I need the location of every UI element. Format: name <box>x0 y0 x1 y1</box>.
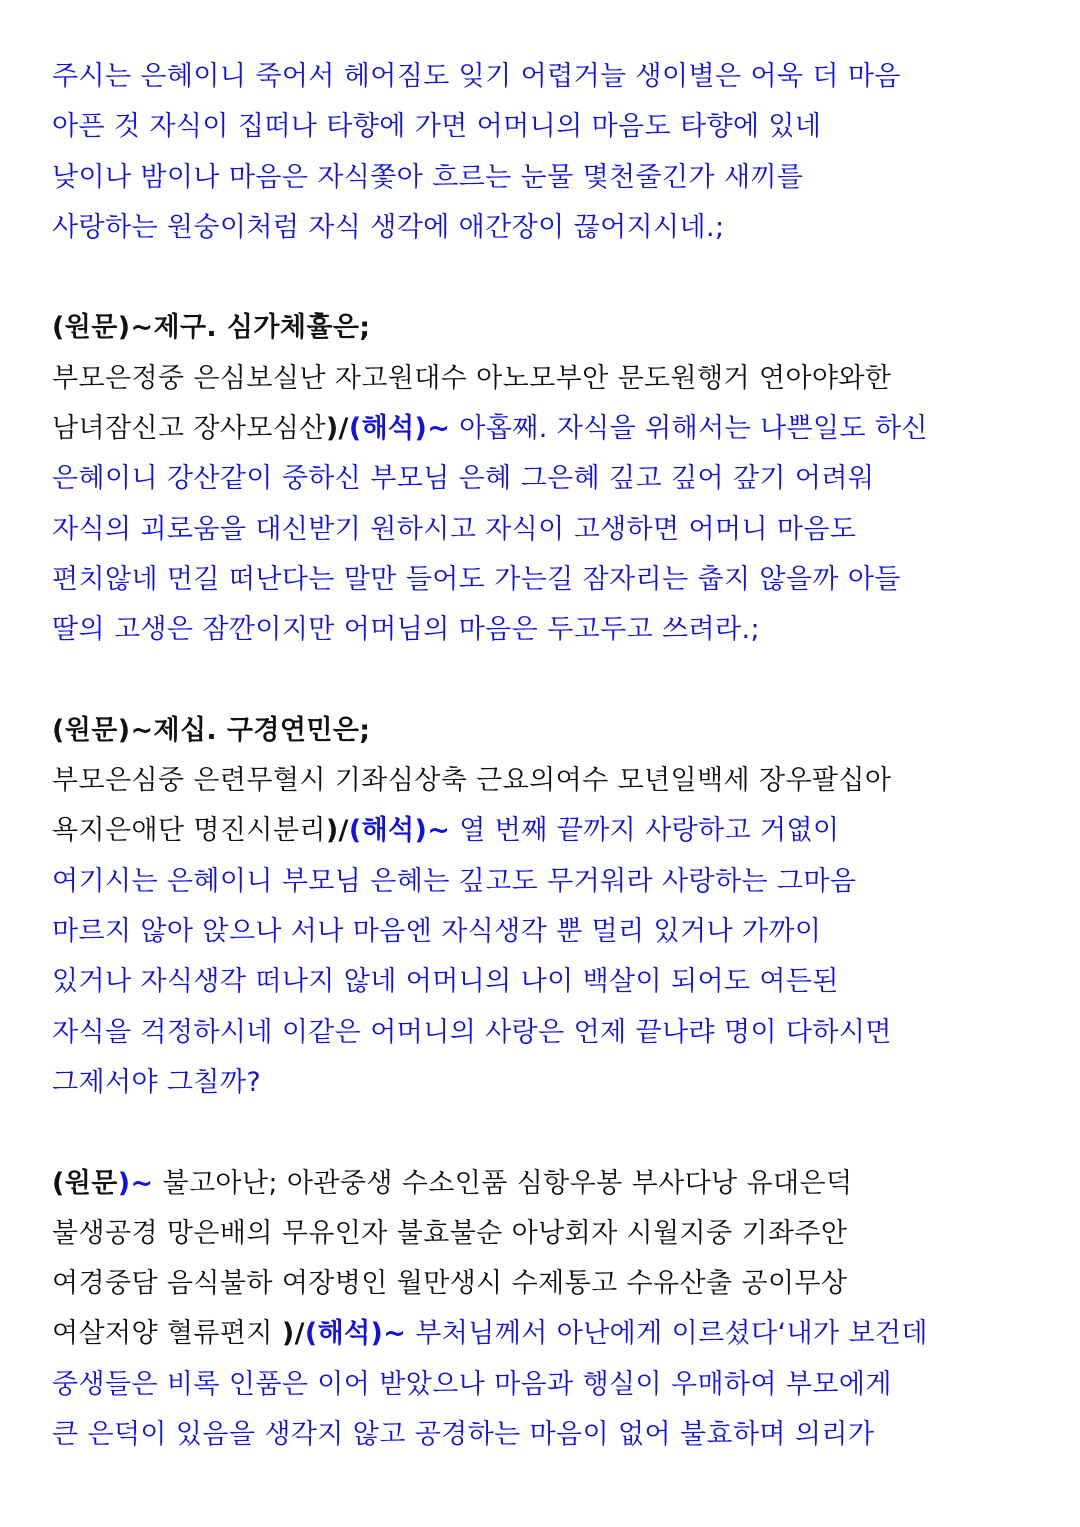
original-text-line: 부모은심중 은련무혈시 기좌심상축 근요의여수 모년일백세 장우팔십아 <box>52 765 892 797</box>
interpretation-line: 그제서야 그칠까? <box>52 1066 262 1098</box>
interpretation-text: 부처님께서 아난에게 이르셨다‘내가 보건데 <box>406 1318 928 1350</box>
interpretation-line: 마르지 않아 앉으나 서나 마음엔 자식생각 뿐 멀리 있거나 가까이 <box>52 916 822 948</box>
interpretation-line: 낮이나 밤이나 마음은 자식쫓아 흐르는 눈물 몇천줄긴가 새끼를 <box>52 161 804 193</box>
original-text: 남녀잠신고 장사모심산 <box>52 413 326 445</box>
original-text-line: 부모은정중 은심보실난 자고원대수 아노모부안 문도원행거 연아야와한 <box>52 362 892 394</box>
interpretation-line: 편치않네 먼길 떠난다는 말만 들어도 가는길 잠자리는 춥지 않을까 아들 <box>52 563 901 595</box>
original-text-line: 여경중담 음식불하 여장병인 월만생시 수제통고 수유산출 공이무상 <box>52 1268 848 1300</box>
interpretation-line: 여기시는 은혜이니 부모님 은혜는 깊고도 무거워라 사랑하는 그마음 <box>52 865 857 897</box>
mixed-line <box>52 1309 1042 1359</box>
section-heading: (원문)~제십. 구경연민은; <box>52 714 371 746</box>
mixed-line <box>52 806 1042 856</box>
interpretation-line: 자식의 괴로움을 대신받기 원하시고 자식이 고생하면 어머니 마음도 <box>52 513 857 545</box>
separator: )/ <box>325 815 349 847</box>
mixed-line <box>52 1159 1042 1209</box>
original-text: 불고아난; 아관중생 수소인품 심항우봉 부사다낭 유대은덕 <box>153 1167 853 1199</box>
interpretation-line: 주시는 은혜이니 죽어서 헤어짐도 잊기 어렵거늘 생이별은 어욱 더 마음 <box>52 61 901 92</box>
interpretation-text: 아홉째. 자식을 위해서는 나쁜일도 하신 <box>450 413 928 445</box>
mixed-line <box>52 404 1042 454</box>
interpretation-line: 딸의 고생은 잠깐이지만 어머님의 마음은 두고두고 쓰려라.; <box>52 614 760 646</box>
interpretation-line: 큰 은덕이 있음을 생각지 않고 공경하는 마음이 없어 불효하며 의리가 <box>52 1419 875 1451</box>
interpretation-label: (해석)~ <box>348 815 451 847</box>
original-text-line: 불생공경 망은배의 무유인자 불효불순 아낭회자 시월지중 기좌주안 <box>52 1217 848 1249</box>
interpretation-label: (해석)~ <box>304 1318 407 1350</box>
separator: )/ <box>325 413 349 445</box>
original-label: (원문 <box>52 1167 118 1199</box>
original-label-suffix: )~ <box>117 1167 154 1199</box>
paragraph-gap <box>52 656 1042 706</box>
interpretation-line: 자식을 걱정하시네 이같은 어머니의 사랑은 언제 끝나랴 명이 다하시면 <box>52 1016 892 1048</box>
separator: )/ <box>281 1318 305 1350</box>
interpretation-line: 중생들은 비록 인품은 이어 받았으나 마음과 행실이 우매하여 부모에게 <box>52 1368 892 1400</box>
original-text: 여살저양 혈류편지 <box>52 1318 282 1350</box>
interpretation-text: 열 번째 끝까지 사랑하고 거엾이 <box>450 815 840 847</box>
paragraph-gap <box>52 1108 1042 1158</box>
original-text: 욕지은애단 명진시분리 <box>52 815 326 847</box>
scripture-page <box>52 52 1042 1460</box>
interpretation-label: (해석)~ <box>348 413 451 445</box>
paragraph-gap <box>52 253 1042 303</box>
interpretation-line: 사랑하는 원숭이처럼 자식 생각에 애간장이 끊어지시네.; <box>52 211 725 243</box>
interpretation-line: 은혜이니 강산같이 중하신 부모님 은혜 그은혜 깊고 깊어 갚기 어려워 <box>52 463 875 495</box>
section-heading: (원문)~제구. 심가체휼은; <box>52 312 371 344</box>
interpretation-line: 아픈 것 자식이 집떠나 타향에 가면 어머니의 마음도 타향에 있네 <box>52 111 822 143</box>
interpretation-line: 있거나 자식생각 떠나지 않네 어머니의 나이 백살이 되어도 여든된 <box>52 966 839 998</box>
